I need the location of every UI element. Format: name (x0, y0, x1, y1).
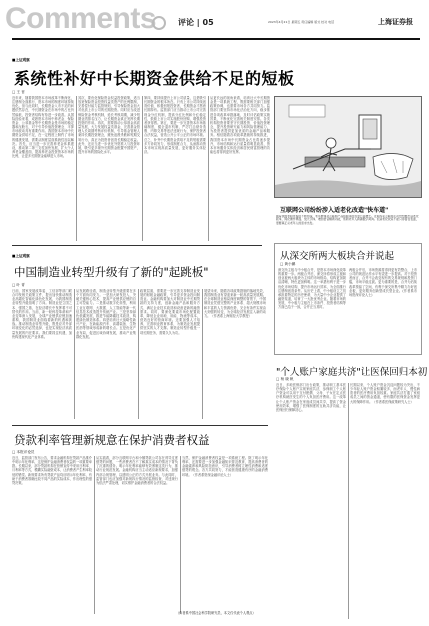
divider (138, 289, 139, 419)
insurance-column-2: 长期以来，个人账户资金沉淀问题较为突出，不少年轻人账户资金积累较多，而老年人、慢性病患者的医疗费用负担较重。家庭共济打通了家庭成员之间的资金通道，使有限的医保资金发挥更大的保障作用。（作者系医保政策研究人士） (350, 383, 420, 404)
divider (180, 456, 181, 614)
right-article-column-2: 两板合并后，市场资源将得到更有效整合，上市公司的规范运作水平有望进一步提高。对于投资者而言，合并不会改变现有的交易规则和投资门槛，市场平稳过渡。更为重要的是，合并为后续改革预留了空间，有利于深交所集中精力办好创业板，更好服务创新型成长型企业。(作者系市场资深评论人士) (349, 268, 417, 297)
lower-rule (12, 425, 268, 426)
loan-title: 贷款利率管理新规意在保护消费者权益 (14, 433, 210, 447)
header-rule (12, 38, 420, 40)
loan-author: □ 本报评论员 (12, 450, 35, 454)
cartoon-illustration (274, 96, 422, 198)
divider (76, 96, 77, 241)
masthead-word: Comments (5, 2, 157, 35)
insurance-title: "个人账户家庭共济"让医保回归本初 (276, 367, 428, 378)
footer-note: （作者系中国社会科学院研究员，本文仅代表个人观点） (176, 611, 256, 615)
lead-column-3: 第四，要持续提升上市公司质量，这是吸引长期资金的根本所在。只有上市公司持续创造价值、积极回报投资者，长期资金才愿意长期持有。监管部门应当推动上市公司完善现金分红机制，提高分红比例和分红稳定性，鼓励上市公司实施股份回购，增强投资者获得感。第五，要进一步完善资本市场基础制度，健全退市机制，严厉打击财务造假、内幕交易等违法违规行为，保护投资者合法权益，营造公开公平公正的市场环境。总之，补齐中长期资金供给不足的短板需要多方协同发力，形成制度合力，从而推动资本市场实现高质量发展，更好服务实体经济。 (144, 96, 206, 155)
right-article-author: □ 黄小鹏 (280, 262, 296, 266)
section-label: 评论 | 05 (178, 18, 214, 27)
divider (142, 96, 143, 241)
divider (208, 96, 209, 241)
divider (94, 456, 95, 614)
lead-author: □ 王 晋 (12, 90, 25, 94)
manufacturing-column-4: 展望未来，随着各项政策措施的落地见效，我国制造业有望迎来新一轮高质量发展期。在全球制造业格局深度调整的背景下，中国制造业凭借完整的产业体系、超大规模市场和丰富的人力资源优势，完全有条件实现由大到强的转变，为全球经济发展注入新的动力。（作者系上海财经大学教授） (204, 289, 266, 318)
right-article-column-1: 深交所主板与中小板合并，是资本市场深化改革的重要一步。两板合并后，深交所将形成主板和创业板两大板块为主体的市场格局，结构更加简洁清晰，特色更加鲜明。这一举措有利于进一步优化市场结构，提升市场运行效率，为全面推行注册制创造条件。从历史上看，中小板设立之初承担着特定的历史使命，为大量中小企业提供了融资渠道，培育了一大批优秀企业。随着市场的发展，中小板与主板在上市条件、投资者结构等方面已趋于一致，合并正当其时。 (278, 268, 346, 310)
insurance-column-1: 近日，多地医保部门出台政策，推动职工基本医疗保险个人账户实现家庭共济，参保职工个人账户资金可以用于支付配偶、父母、子女在定点医疗机构就医发生的个人负担医疗费用。这一改革让个人账户资金在家庭成员间共享，提高了资金使用效率，增强了医保制度的互助共济功能，让医保回归保障初心。 (276, 383, 346, 412)
divider (202, 289, 203, 419)
date-line: 2023年4月21日 星期五 责任编辑 版式 校对 电话 (268, 20, 335, 24)
lead-title: 系统性补好中长期资金供给不足的短板 (14, 69, 295, 88)
cartoon-caption-text: 随着我国老龄化程度不断加深，老年群体对互联网产品和服务的需求日益增长。近期多家互联网公司纷纷推出适老化版本，简化操作界面、放大字体、增加语音辅助功能，帮助老年人跨越数字鸿沟。但适老化改造不能只停留在表面，更要真正从老年人的需求出发。 (276, 215, 419, 225)
masthead-ring-icon (152, 16, 166, 30)
brand-logo: 上海证券报 (378, 17, 413, 26)
lead-column-1: 近年来，随着我国资本市场改革不断深化，注册制全面推行，资本市场的制度环境持续优化。但与此同时，长期资金入市不足的问题依然存在，中长期资金在市场中的占比仍然偏低，投资者结构有待进一步改善。从国际经验来看，成熟资本市场中养老金、保险资金、公募基金等中长期资金是市场的稳定器和压舱石，对于引导价值投资理念、平抑市场波动具有重要作用。我国资本市场中长期资金供给不足，在一定程度上制约了市场的健康发展，需要从制度层面系统性加以解决。首先，应当进一步完善养老金体系建设，推动第二第三支柱加快发展，扩大个人养老金覆盖面，提高养老金投资资本市场的比例，让更多长期资金能够进入市场。 (12, 96, 74, 159)
manufacturing-column-2: 从发展路径看，制造业转型升级需要在多个方面协同发力。一是加大研发投入，突破关键核心技术，提高产业链供应链的自主可控能力。二是推动数字化转型，利用工业互联网、大数据、人工智能等新一代信息技术改造提升传统产业。三是坚持绿色低碳发展，推进节能降碳技术改造，构建绿色制造体系。四是培育壮大战略性新兴产业，在新能源汽车、高端装备、生物医药等领域形成新的增长点。五是优化产业布局，促进区域协调发展，推动产业集群化发展。 (76, 289, 136, 339)
manufacturing-column-1: 日前，国家发展改革委、工信部等部门联合印发相关政策文件，提出加快推动制造业高端化智能化绿色化发展，为我国制造业转型升级指明了方向。制造业是立国之本、强国之基，在经济增长中发挥着不可替代的作用。当前，新一轮科技革命和产业变革深入发展，全球产业链供应链加速重构，我国制造业面临着新的机遇和挑战。推动制造业转型升级，既是应对外部环境变化的必然选择，也是实现经济高质量发展的内在要求。我们要抓住机遇，加快构建现代化产业体系。 (12, 289, 72, 339)
right-article-title: 从深交所两大板块合并说起 (280, 251, 395, 262)
manufacturing-tag: ■上证观察 (12, 254, 30, 258)
cartoon-caption-title: 互联网公司纷纷涉入适老化改造"快车道" (280, 207, 389, 214)
mid-rule (12, 245, 262, 246)
divider (74, 289, 75, 419)
insurance-author: □ 杨 晓 帆 (276, 377, 294, 381)
loan-column-2: 从实践看，部分互联网平台和小额贷款公司存在诱导过度借贷的问题，一些消费者在不了解真实成本的情况下背负了沉重的债务。明示年化利率能够有效遏制这类行为，推动行业规范发展。金融机构应当主动适应新规要求，加强内部合规管理，以透明公正的方式开展业务。与此同时，监管部门也应加强对新规执行情况的监督检查，对违规行为依法严肃处理，切实维护金融消费者的合法权益。 (96, 456, 178, 485)
loan-column-3: 当然，保护金融消费者权益是一项系统工程。除了明示年化利率，还需要进一步加强金融知识普及教育，提高消费者的金融素养和风险防范意识，引导消费者树立理性消费和适度借贷的观念。各方共同努力，才能营造健康有序的金融消费环境。（作者系资深金融评论人士） (182, 456, 268, 477)
manufacturing-column-3: 政策层面，需要进一步完善支持制造业发展的财税金融政策，引导更多资金投向制造业。金融机构要加大对制造业中长期贷款的支持力度，创新金融产品和服务方式，满足企业技术改造和设备更新的融资需求。同时，要深化要素市场化配置改革，降低企业用地、用能、物流等成本，营造良好的营商环境。还要加强人才培养，完善职业教育体系，为制造业发展提供坚实的人才支撑。制造业转型升级是一项长期任务，需要久久为功。 (140, 289, 200, 335)
lead-column-4: 从更长远的视角来看，培育壮大中长期资金是一项系统工程，既需要相关部门加强政策协调，也需要市场各方共同努力。监管部门要坚持市场化法治化方向，稳步推进各项改革举措落地，及时评估政策实施效果，不断优化完善相关制度安排。各类机构投资者要坚守长期投资、价值投资理念，提升投资研究能力和风险管理能力，为投资者提供更加优质的金融产品和服务。相信随着各项改革措施的持续推进，我国资本市场中长期资金占比将逐步提升，市场结构和运行质量将明显改善，资本市场服务实体经济和居民财富管理的功能也将得到更好发挥。 (210, 96, 270, 155)
manufacturing-author: □ 叶 青 (12, 283, 25, 287)
loan-column-1: 近日，监管部门发布公告，要求金融机构在贷款产品推介中明示年化利率，这是保护金融消费者权益的一项重要举措。长期以来，部分贷款机构在营销宣传中采用日利率、月利率等方式，模糊实际融资成本，让消费者产生利率较低的错觉。新规要求所有贷款产品均应明示年化利率，有助于消费者准确比较不同产品的实际成本，作出理性的借贷决策。 (12, 456, 92, 485)
lead-tag: ■上证观察 (12, 58, 30, 62)
manufacturing-title: 中国制造业转型升级有了新的"起跳板" (14, 265, 209, 279)
divider (348, 383, 349, 619)
lead-column-2: 其次，要优化保险资金权益投资政策，适当放宽保险资金投资权益类资产的比例限制，完善偿付能力监管规则，引导保险资金加大对优质上市公司的长期投资。同时应当改进保险资金考核机制，延长考核周期，减少短期业绩排名压力，让长期资金真正发挥长期投资的作用。再次，需要推动公募基金高质量发展，大力发展权益类基金，完善基金管理人长周期考核评价机制，引导基金管理人秉持长期投资理念，避免追涨杀跌和短期交易行为，真正为投资者创造长期稳定收益。此外，还应当进一步优化外资准入与投资环境，吸引更多境外长期资金配置中国资产，提升市场的国际化水平。 (78, 96, 140, 155)
cartoon-drawing (275, 97, 421, 197)
